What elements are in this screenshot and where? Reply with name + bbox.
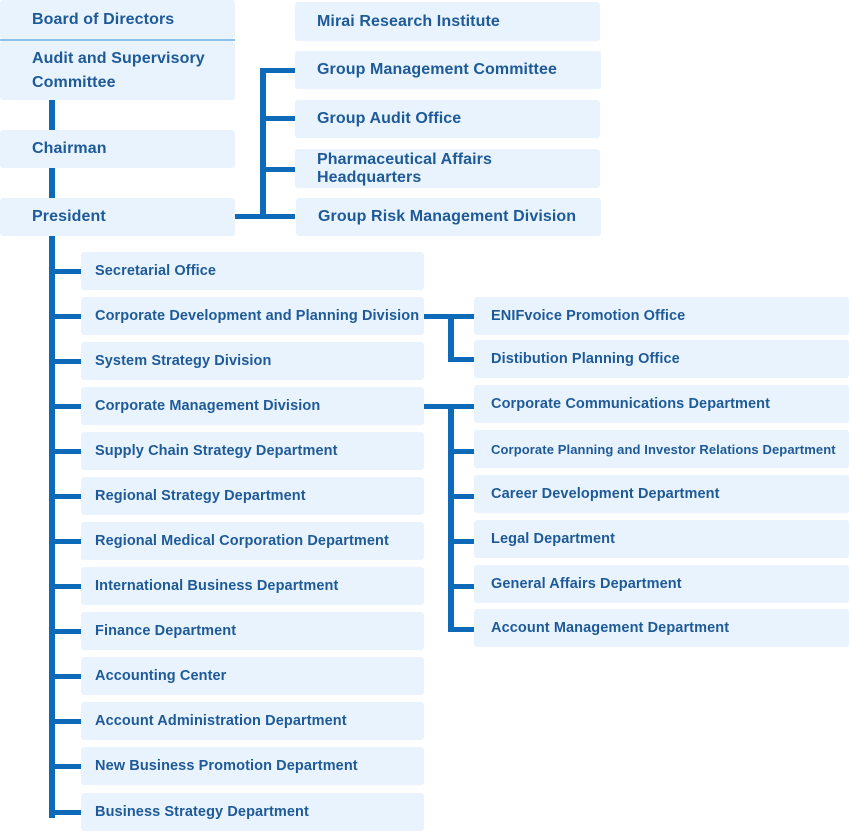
division-tick [52, 314, 81, 319]
top-unit-box: Group Management Committee [295, 51, 601, 89]
connector-president-topunits [235, 214, 263, 219]
chairman-box: Chairman [0, 130, 235, 168]
division-box: Finance Department [81, 612, 424, 650]
division-tick [52, 494, 81, 499]
division-box: System Strategy Division [81, 342, 424, 380]
connector-president-spine [49, 236, 55, 818]
president-box: President [0, 198, 235, 236]
top-unit-box: Pharmaceutical Affairs Headquarters [295, 149, 600, 188]
planning-subunit-box: Distibution Planning Office [474, 340, 849, 378]
connector-planning-spine [448, 314, 454, 362]
management-subunit-box: General Affairs Department [474, 565, 849, 603]
division-tick [52, 764, 81, 769]
division-box: Secretarial Office [81, 252, 424, 290]
management-subunit-box: Legal Department [474, 520, 849, 558]
connector-topunit-1 [263, 68, 295, 73]
connector-audit-chairman [49, 100, 55, 130]
management-subunit-box: Account Management Department [474, 609, 849, 647]
connector-planning-sub-2 [451, 357, 474, 362]
management-tick [451, 627, 474, 632]
division-box: Corporate Management Division [81, 387, 424, 425]
division-tick [52, 359, 81, 364]
top-unit-box: Group Risk Management Division [296, 198, 601, 236]
audit-committee-box: Audit and Supervisory Committee [0, 41, 235, 100]
division-tick [52, 810, 81, 815]
division-tick [52, 404, 81, 409]
management-subunit-box: Corporate Planning and Investor Relations Department [474, 430, 849, 468]
division-box: Account Administration Department [81, 702, 424, 740]
division-box: Regional Strategy Department [81, 477, 424, 515]
division-box: Supply Chain Strategy Department [81, 432, 424, 470]
division-box: Corporate Development and Planning Division [81, 297, 424, 335]
connector-management-spine [448, 404, 454, 632]
management-tick [451, 539, 474, 544]
connector-topunit-3 [263, 167, 295, 172]
planning-subunit-box: ENIFvoice Promotion Office [474, 297, 849, 335]
board-of-directors-box: Board of Directors [0, 0, 235, 39]
division-box: International Business Department [81, 567, 424, 605]
management-subunit-box: Corporate Communications Department [474, 385, 849, 423]
division-tick [52, 449, 81, 454]
management-tick [451, 584, 474, 589]
top-unit-box: Group Audit Office [295, 100, 600, 138]
division-tick [52, 719, 81, 724]
division-box: Regional Medical Corporation Department [81, 522, 424, 560]
top-unit-box: Mirai Research Institute [295, 2, 600, 41]
division-tick [52, 629, 81, 634]
division-box: Accounting Center [81, 657, 424, 695]
division-tick [52, 674, 81, 679]
division-tick [52, 269, 81, 274]
connector-topunits-spine [260, 68, 266, 219]
connector-topunit-2 [263, 116, 295, 121]
connector-chairman-president [49, 168, 55, 198]
management-tick [451, 449, 474, 454]
connector-topunit-4 [263, 214, 295, 219]
management-subunit-box: Career Development Department [474, 475, 849, 513]
division-box: Business Strategy Department [81, 793, 424, 831]
division-tick [52, 584, 81, 589]
division-tick [52, 539, 81, 544]
management-tick [451, 494, 474, 499]
division-box: New Business Promotion Department [81, 747, 424, 785]
